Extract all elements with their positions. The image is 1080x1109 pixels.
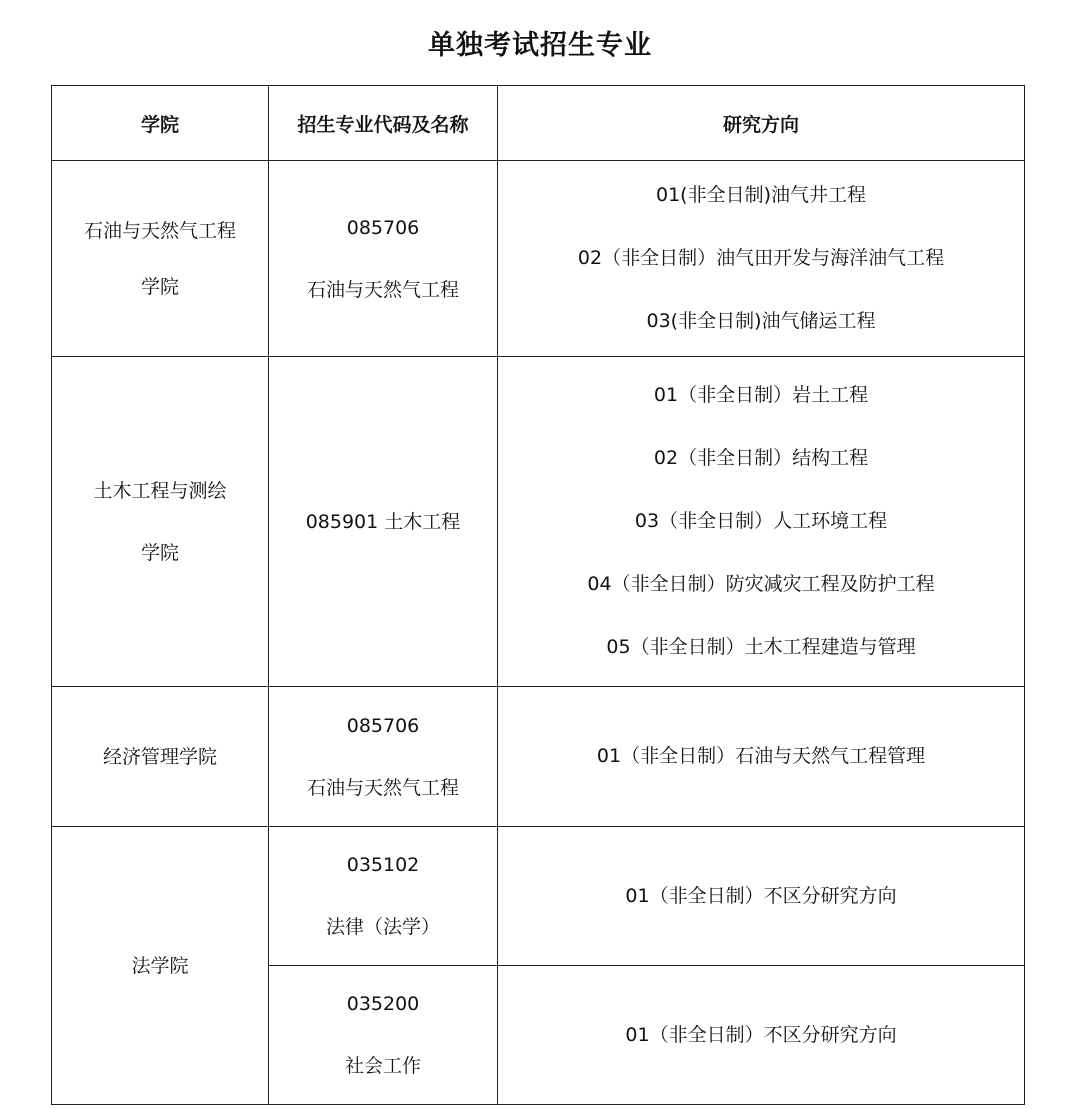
college-name-line: 学院 [140, 541, 179, 564]
direction-item: 01（非全日制）石油与天然气工程管理 [596, 745, 926, 767]
direction-cell [498, 827, 1025, 966]
major-cell [269, 357, 498, 687]
major-cell [269, 827, 498, 966]
major-name: 石油与天然气工程 [306, 776, 459, 799]
college-name-line: 法学院 [131, 954, 189, 977]
college-name-line: 学院 [140, 275, 179, 298]
college-name-line: 经济管理学院 [102, 745, 217, 768]
direction-item: 02（非全日制）油气田开发与海洋油气工程 [577, 247, 945, 269]
major-name: 法律（法学） [325, 916, 440, 938]
major-name: 社会工作 [344, 1055, 421, 1077]
header-college: 学院 [52, 86, 269, 161]
direction-item: 02（非全日制）结构工程 [653, 447, 869, 469]
direction-item: 04（非全日制）防灾减灾工程及防护工程 [587, 573, 935, 595]
direction-cell [498, 687, 1025, 827]
table-row [52, 357, 1025, 687]
direction-item: 05（非全日制）土木工程建造与管理 [606, 636, 916, 658]
major-name: 石油与天然气工程 [306, 278, 459, 301]
major-cell [269, 966, 498, 1105]
document-title: 单独考试招生专业 [428, 30, 652, 61]
direction-item: 01(非全日制)油气井工程 [655, 184, 866, 206]
major-code-name: 085901 土木工程 [305, 510, 461, 533]
direction-cell [498, 966, 1025, 1105]
major-code: 085706 [346, 714, 420, 737]
direction-cell [498, 161, 1025, 357]
direction-item: 01（非全日制）岩土工程 [653, 384, 869, 406]
major-cell [269, 687, 498, 827]
direction-cell [498, 357, 1025, 687]
major-code: 035102 [346, 854, 420, 876]
college-name-line: 土木工程与测绘 [93, 479, 227, 502]
college-cell [52, 161, 269, 357]
table-row [52, 161, 1025, 357]
college-cell [52, 687, 269, 827]
direction-item: 03(非全日制)油气储运工程 [646, 310, 876, 332]
major-code: 085706 [346, 216, 420, 239]
direction-item: 03（非全日制）人工环境工程 [634, 510, 888, 532]
college-name-line: 石油与天然气工程 [83, 219, 236, 242]
major-code: 035200 [346, 993, 420, 1015]
college-cell [52, 357, 269, 687]
table-row [52, 687, 1025, 827]
header-direction: 研究方向 [498, 86, 1025, 161]
major-cell [269, 161, 498, 357]
table-row [52, 827, 1025, 966]
college-cell [52, 827, 269, 1105]
direction-item: 01（非全日制）不区分研究方向 [625, 1023, 897, 1046]
header-major: 招生专业代码及名称 [269, 86, 498, 161]
direction-item: 01（非全日制）不区分研究方向 [625, 884, 897, 907]
majors-table [51, 85, 1025, 1105]
table-header-row [52, 86, 1025, 161]
